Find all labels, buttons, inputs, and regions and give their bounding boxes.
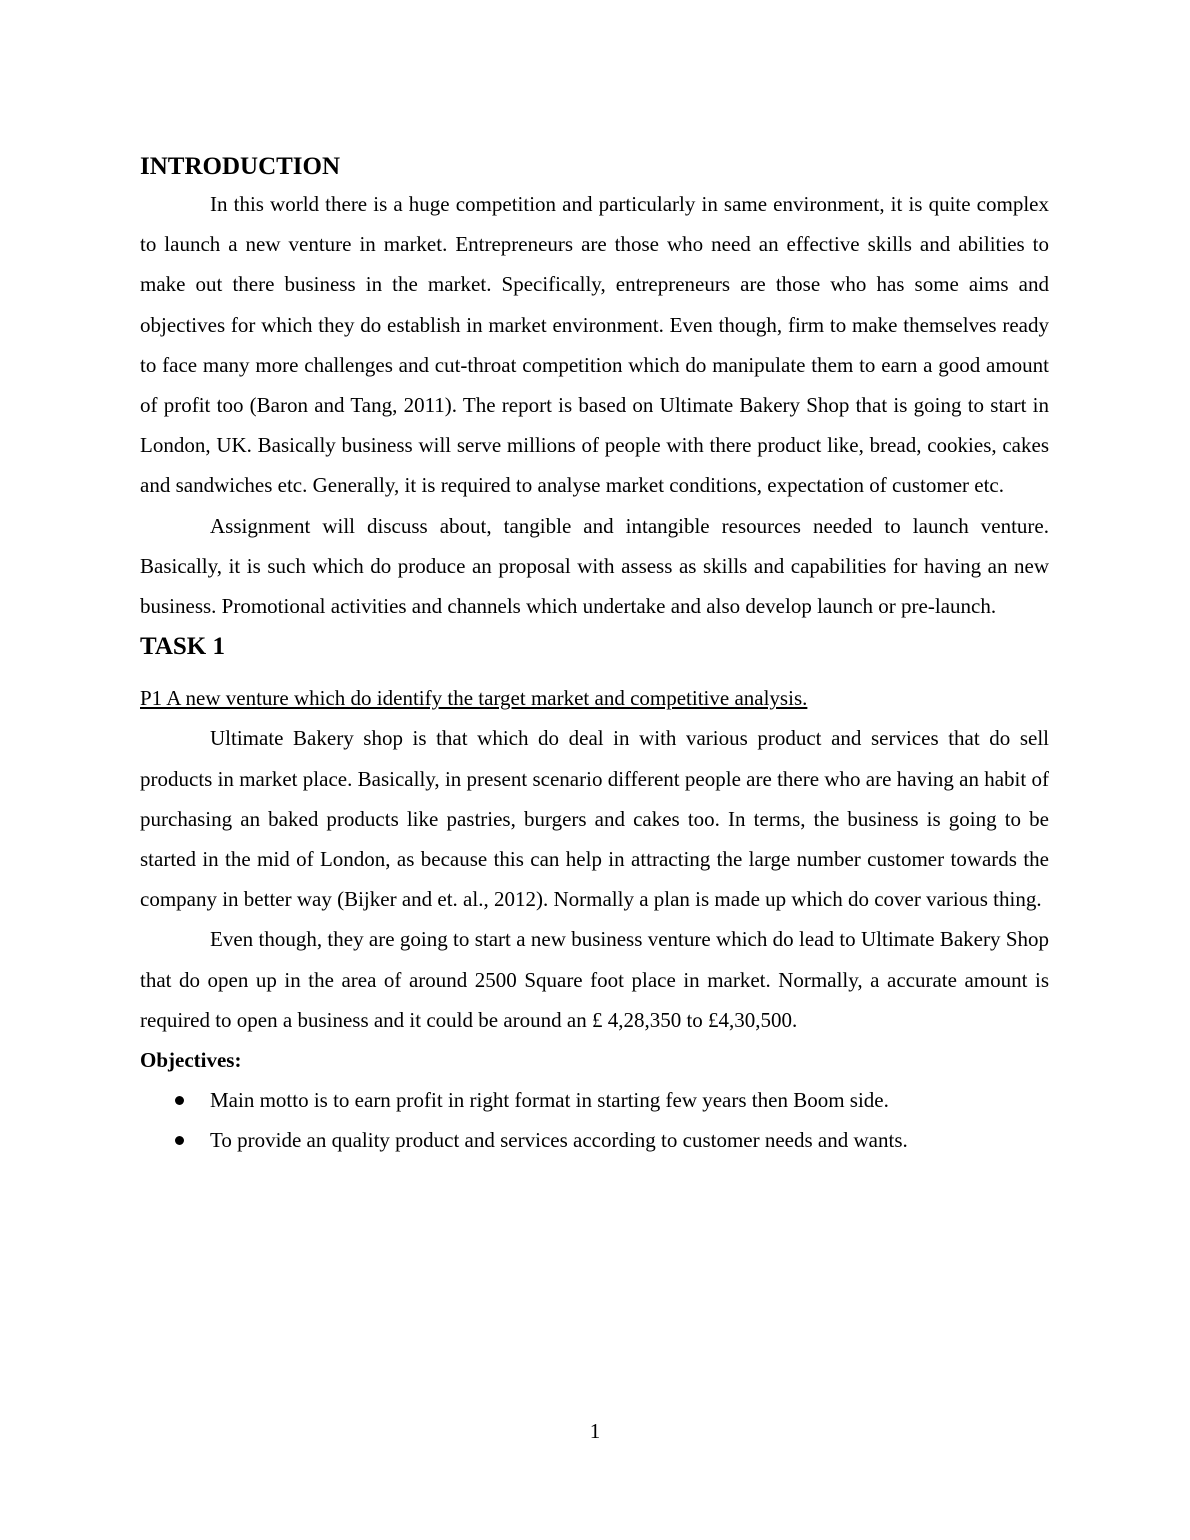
objective-item xyxy=(140,1120,1049,1160)
page-number: 1 xyxy=(589,1419,601,1443)
task-1-heading: TASK 1 xyxy=(140,633,225,661)
introduction-paragraph-1: In this world there is a huge competition and particularly in same environment, it is quite complex to launch a new venture in market. Entrepreneurs are those who need an effective skills and abilities to make out there business in the market. Specifically, entrepreneurs are those who has some aims and objectives for which they do establish in market environment. Even though, firm to make themselves ready to face many more challenges and cut-throat competition which do manipulate them to earn a good amount of profit too (Baron and Tang, 2011). The report is based on Ultimate Bakery Shop that is going to start in London, UK. Basically business will serve millions of people with there product like, bread, cookies, cakes and sandwiches etc. Generally, it is required to analyse market conditions, expectation of customer etc. xyxy=(140,192,1049,498)
task-1-paragraph-2: Even though, they are going to start a new business venture which do lead to Ultimate Bakery Shop that do open up in the area of around 2500 Square foot place in market. Normally, a accurate amount is required to open a business and it could be around an £ 4,28,350 to £4,30,500. xyxy=(140,927,1049,1032)
document-page xyxy=(140,150,1049,1161)
task-1-paragraph-1: Ultimate Bakery shop is that which do deal in with various product and services that do sell products in market place. Basically, in present scenario different people are there who are having an habit of purchasing an baked products like pastries, burgers and cakes too. In terms, the business is going to be started in the mid of London, as because this can help in attracting the large number customer towards the company in better way (Bijker and et. al., 2012). Normally a plan is made up which do cover various thing. xyxy=(140,726,1049,912)
p1-subheading: P1 A new venture which do identify the target market and competitive analysis. xyxy=(140,686,808,711)
objective-text: To provide an quality product and services according to customer needs and wants. xyxy=(210,1128,908,1153)
introduction-heading: INTRODUCTION xyxy=(140,153,341,180)
introduction-paragraph-2: Assignment will discuss about, tangible and intangible resources needed to launch venture. Basically, it is such which do produce an proposal with assess as skills and capabilities for having an new business. Promotional activities and channels which undertake and also develop launch or pre-launch. xyxy=(140,513,1049,619)
objective-item xyxy=(140,1080,1049,1120)
objective-text: Main motto is to earn profit in right format in starting few years then Boom side. xyxy=(210,1088,889,1113)
objectives-label: Objectives: xyxy=(140,1048,242,1073)
bullet-icon xyxy=(175,1096,184,1105)
bullet-icon xyxy=(175,1136,184,1145)
objectives-list xyxy=(140,1080,1049,1160)
